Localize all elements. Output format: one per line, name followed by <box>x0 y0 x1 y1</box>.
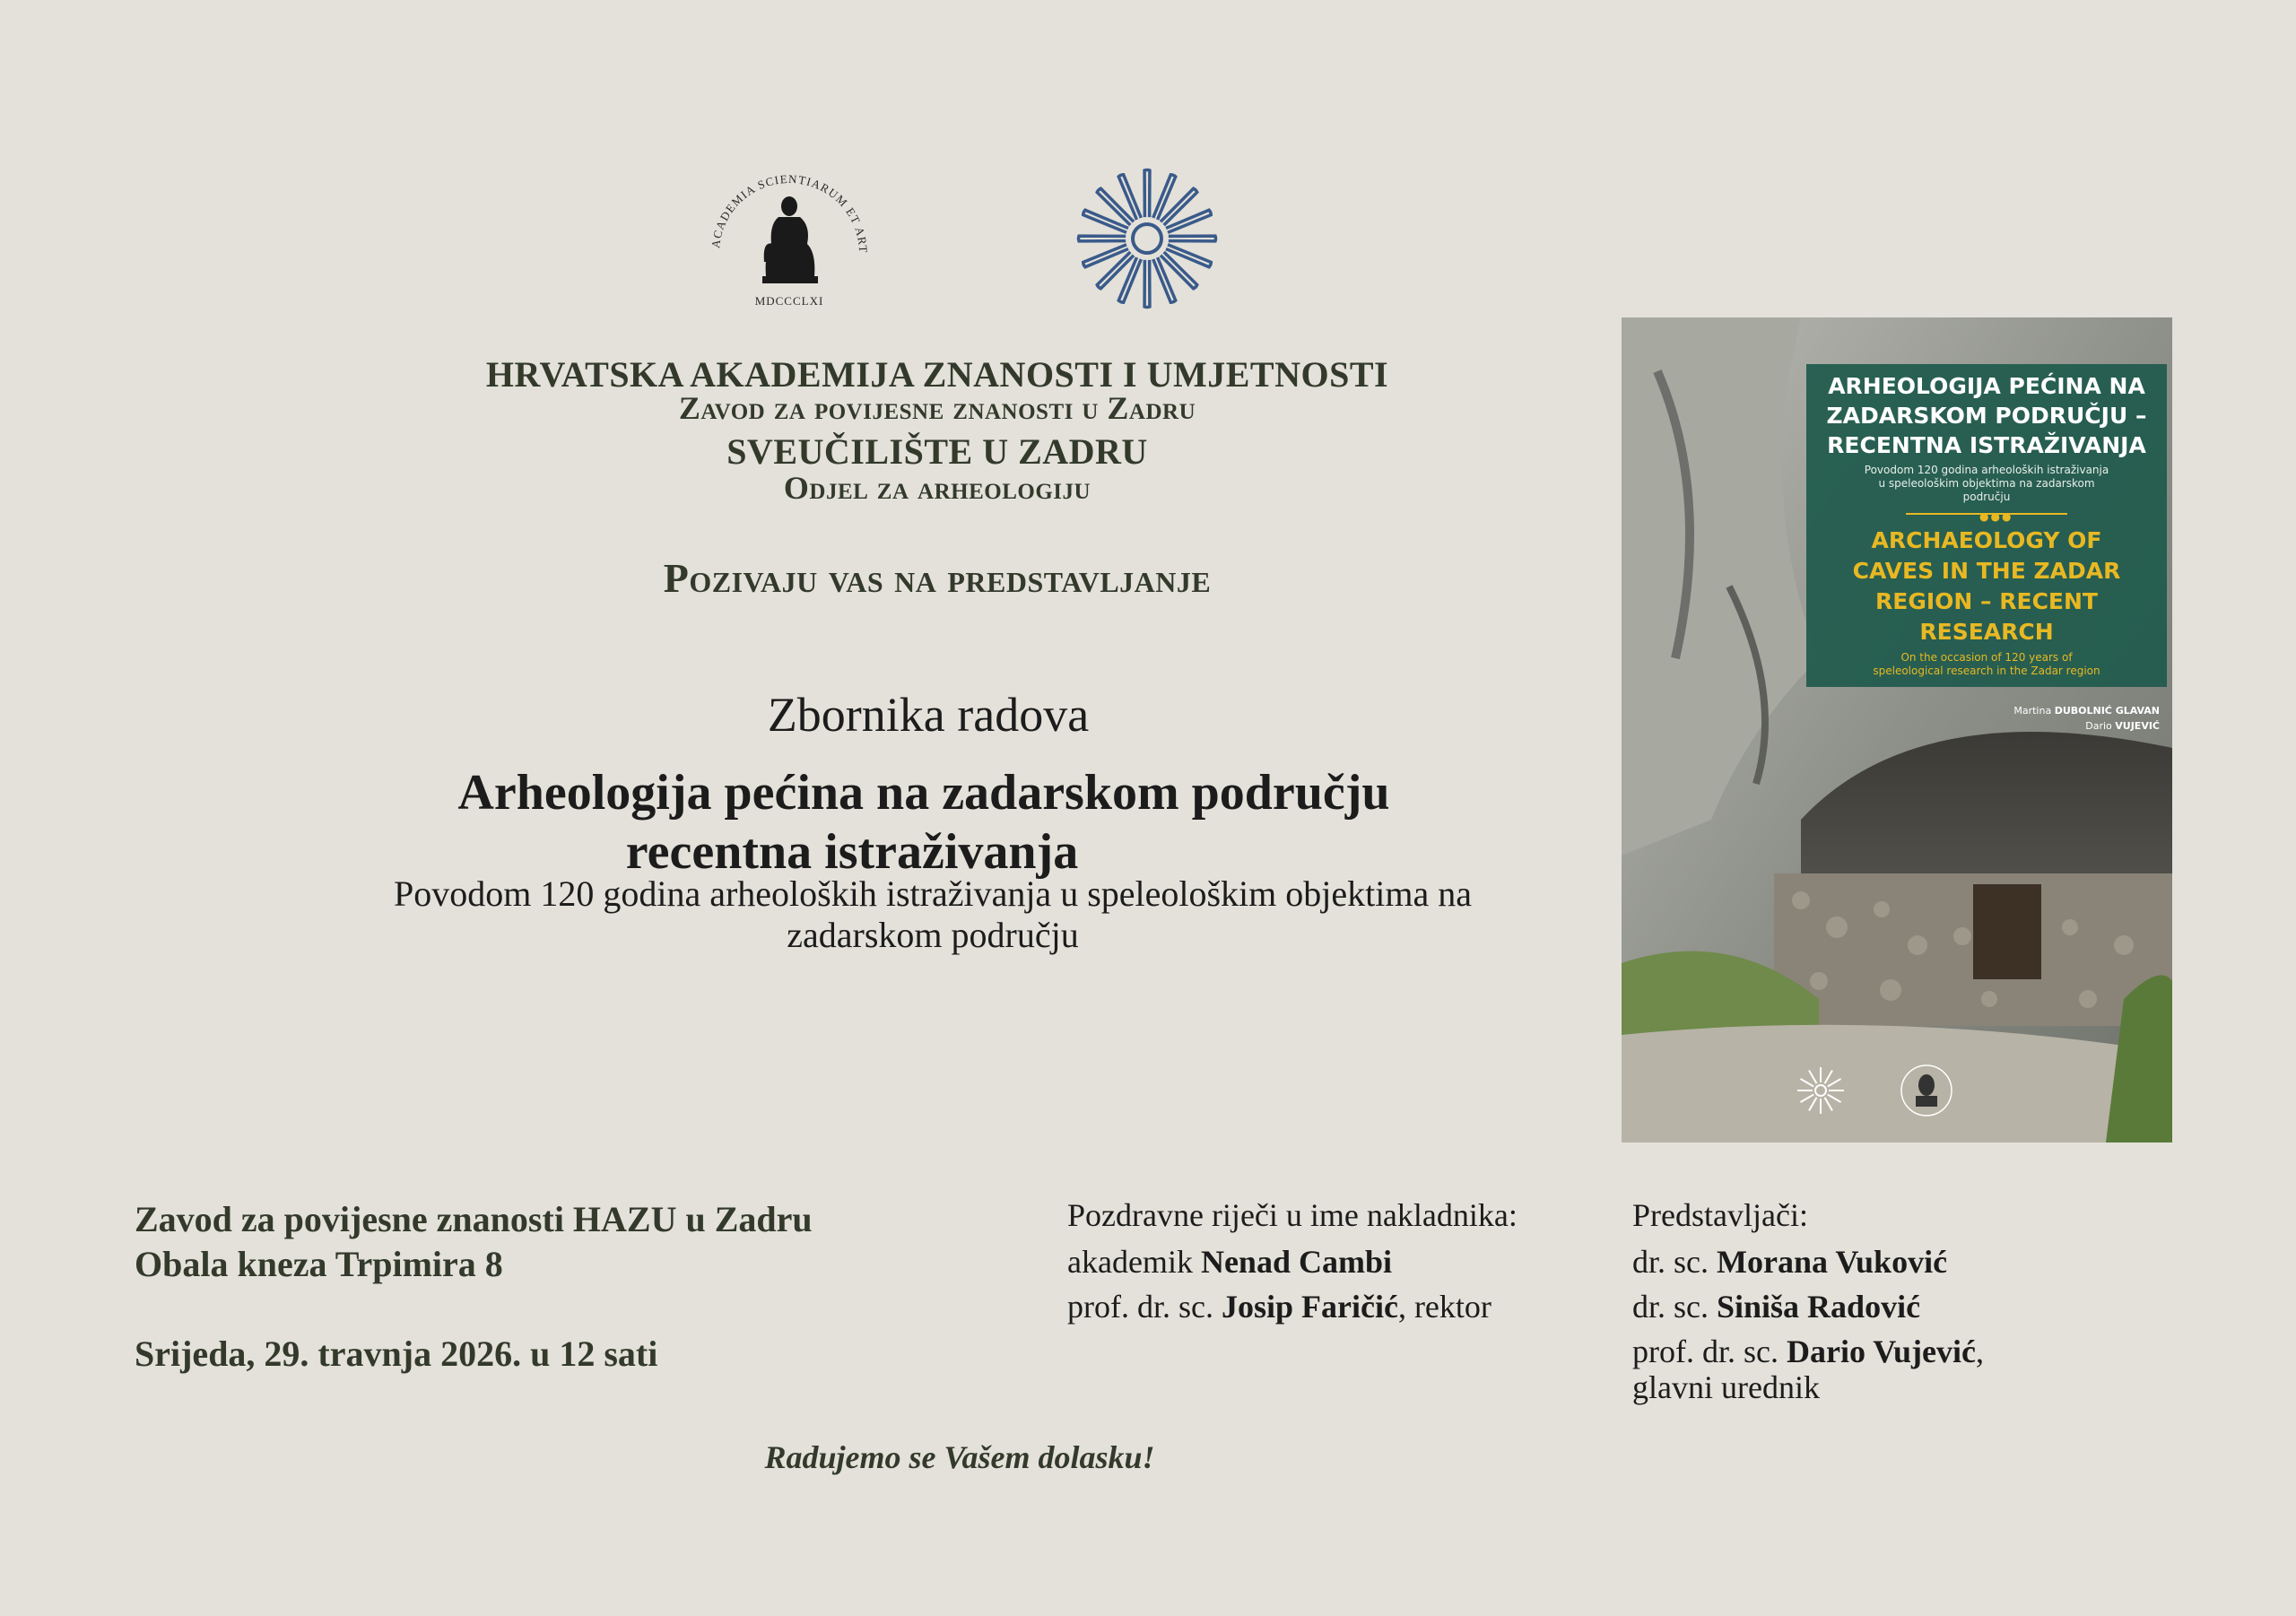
rosette-petal <box>1083 210 1128 232</box>
venue-name: Zavod za povijesne znanosti HAZU u Zadru <box>135 1199 813 1239</box>
greetings-heading: Pozdravne riječi u ime nakladnika: <box>1067 1197 1518 1233</box>
presenter-person: prof. dr. sc. Dario Vujević, <box>1632 1334 1984 1369</box>
unizd-logo <box>1058 163 1236 314</box>
rosette-petal <box>1118 175 1141 220</box>
book-cover-image <box>1622 317 2172 1142</box>
cover-subtitle-hr: Povodom 120 godina arheoloških istraživanja u speleološkim objektima na zadarskom području <box>1864 464 2109 503</box>
publication-subtitle <box>260 873 1605 956</box>
rosette-petal <box>1097 188 1134 225</box>
rosette-petal <box>1153 257 1176 302</box>
rosette-petal <box>1166 245 1211 267</box>
cover-author-1: Martina DUBOLNIĆ GLAVAN <box>2013 705 2160 717</box>
rosette-petal <box>1169 236 1216 241</box>
cover-subtitle-en: On the occasion of 120 years of speleological research in the Zadar region <box>1873 651 2100 677</box>
cover-author-2: Dario VUJEVIĆ <box>2085 720 2160 732</box>
publication-title-line2: recentna istraživanja <box>625 824 1079 880</box>
publication-title-line1: Arheologija pećina na zadarskom području <box>457 765 1390 821</box>
rosette-petal <box>1083 245 1128 267</box>
institution-2-name: SVEUČILIŠTE U ZADRU <box>726 431 1148 472</box>
hazu-year: MDCCCLXI <box>754 294 824 308</box>
presenters-heading: Predstavljači: <box>1632 1197 1808 1233</box>
presenter-person: dr. sc. Siniša Radović <box>1632 1289 1921 1325</box>
rosette-petal <box>1118 257 1141 302</box>
greetings-section <box>1067 1193 1623 1329</box>
institution-1-name: HRVATSKA AKADEMIJA ZNANOSTI I UMJETNOSTI <box>485 354 1389 395</box>
cover-title-hr: ARHEOLOGIJA PEĆINA NA ZADARSKOM PODRUČJU – RECENTNA ISTRAŽIVANJA <box>1826 373 2147 458</box>
institution-2-sub: Odjel za arheologiju <box>783 470 1091 506</box>
rosette-petal <box>1153 175 1176 220</box>
rosette-petal <box>1144 170 1150 218</box>
venue-address: Obala kneza Trpimira 8 <box>135 1244 503 1284</box>
rosette-petal <box>1166 210 1211 232</box>
greeting-person: akademik Nenad Cambi <box>1067 1244 1392 1280</box>
greeting-person: prof. dr. sc. Josip Faričić, rektor <box>1067 1289 1492 1325</box>
subtitle-line1: Povodom 120 godina arheoloških istraživanja u speleološkim objektima na <box>393 873 1472 914</box>
invitation-heading: Pozivaju vas na predstavljanje <box>663 555 1212 601</box>
rosette-petal <box>1144 260 1150 308</box>
rosette-petal <box>1161 252 1197 289</box>
hazu-ring-text: ACADEMIA SCIENTIARUM ET ART <box>709 171 871 255</box>
rosette-petal <box>1079 236 1126 241</box>
institution-1-sub: Zavod za povijesne znanosti u Zadru <box>678 390 1196 426</box>
rosette-petal <box>1097 252 1134 289</box>
presenter-role: glavni urednik <box>1632 1369 1820 1405</box>
subtitle-line2: zadarskom području <box>787 915 1079 955</box>
collection-label: Zbornika radova <box>767 688 1090 742</box>
event-date-time: Srijeda, 29. travnja 2026. u 12 sati <box>135 1334 658 1374</box>
rosette-petal <box>1161 188 1197 225</box>
presenter-person: dr. sc. Morana Vuković <box>1632 1244 1948 1280</box>
closing-message: Radujemo se Vašem dolasku! <box>764 1439 1155 1475</box>
presenters-section <box>1632 1193 2188 1404</box>
hazu-logo <box>700 154 879 319</box>
cover-divider: ●●● <box>1906 513 2067 520</box>
cover-title-en: ARCHAEOLOGY OF CAVES IN THE ZADAR REGION – RECENT RESEARCH <box>1852 527 2121 645</box>
